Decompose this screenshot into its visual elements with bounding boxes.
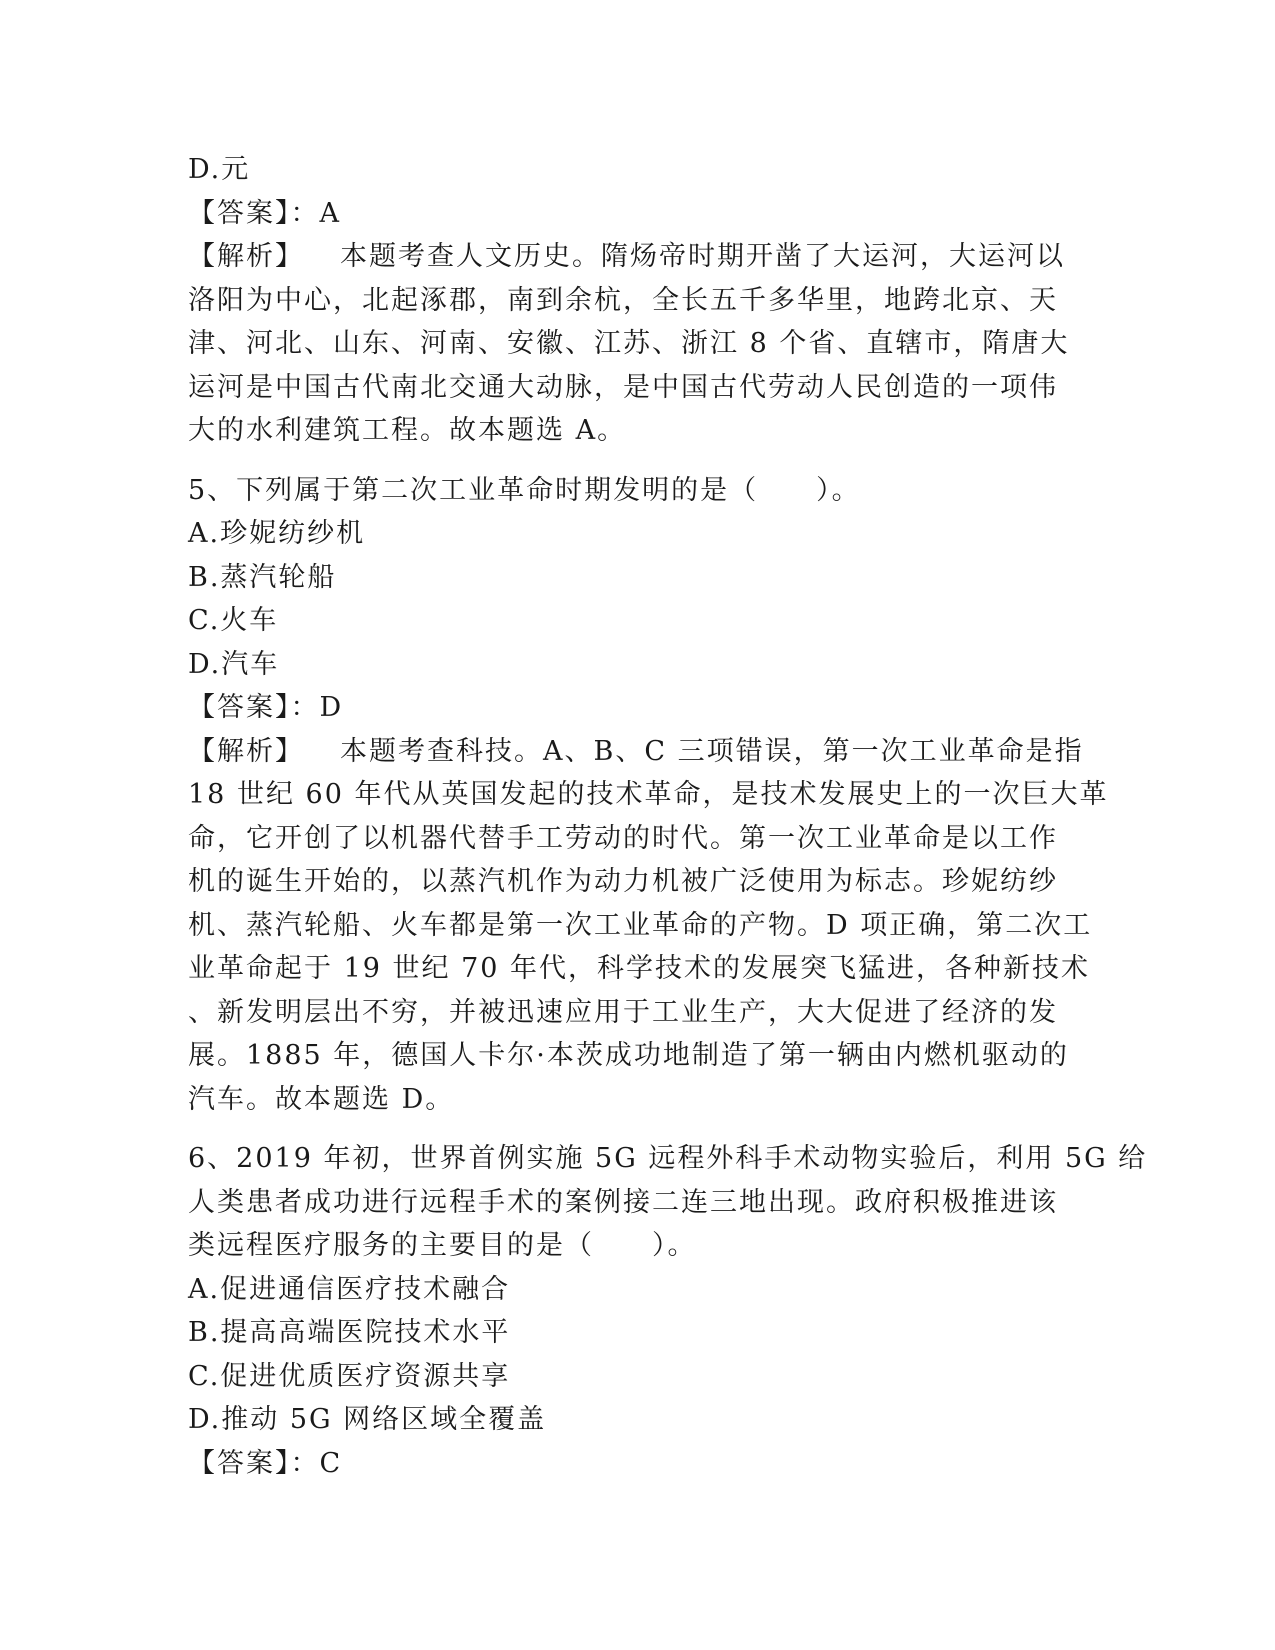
q4-answer-value: A xyxy=(319,197,341,229)
q5-analysis xyxy=(188,730,1109,1122)
q5-analysis-line: 业革命起于 19 世纪 70 年代，科学技术的发展突飞猛进，各种新技术 xyxy=(188,953,1091,984)
q5-option-b: B.蒸汽轮船 xyxy=(188,561,337,593)
q5-analysis-line: 命，它开创了以机器代替手工劳动的时代。第一次工业革命是以工作 xyxy=(188,822,1058,854)
q5-answer-label: 【答案】 xyxy=(188,692,291,723)
q6-stem xyxy=(188,1137,1148,1268)
q6-option-c: C.促进优质医疗资源共享 xyxy=(188,1360,511,1392)
q5-analysis-line: 【解析】 本题考查科技。A、B、C 三项错误，第一次工业革命是指 xyxy=(188,735,1084,767)
q4-option-d: D.元 xyxy=(188,154,251,185)
q4-answer-label: 【答案】 xyxy=(188,197,291,229)
q4-analysis-line: 津、河北、山东、河南、安徽、江苏、浙江 8 个省、直辖市，隋唐大 xyxy=(188,328,1070,359)
q5-analysis-line: 、新发明层出不穷，并被迅速应用于工业生产，大大促进了经济的发 xyxy=(188,996,1058,1028)
q4-analysis-line: 洛阳为中心，北起涿郡，南到余杭，全长五千多华里，地跨北京、天 xyxy=(188,284,1058,316)
q4-analysis-line: 运河是中国古代南北交通大动脉，是中国古代劳动人民创造的一项伟 xyxy=(188,371,1058,403)
q6-option-a: A.促进通信医疗技术融合 xyxy=(188,1273,511,1305)
q5-analysis-line: 汽车。故本题选 D。 xyxy=(188,1083,455,1115)
q6-stem-line: 6、2019 年初，世界首例实施 5G 远程外科手术动物实验后，利用 5G 给 xyxy=(188,1143,1148,1174)
q5-analysis-line: 机、蒸汽轮船、火车都是第一次工业革命的产物。D 项正确，第二次工 xyxy=(188,909,1093,941)
q6-option-d: D.推动 5G 网络区域全覆盖 xyxy=(188,1404,547,1435)
q5-analysis-line: 机的诞生开始的，以蒸汽机作为动力机被广泛使用为标志。珍妮纺纱 xyxy=(188,866,1058,897)
q5-option-c: C.火车 xyxy=(188,605,279,636)
q5-answer-value: D xyxy=(319,692,344,723)
q4-analysis-label: 【解析】 xyxy=(188,241,304,272)
q5-option-a: A.珍妮纺纱机 xyxy=(188,518,366,549)
q4-analysis-line: 【解析】 本题考查人文历史。隋炀帝时期开凿了大运河，大运河以 xyxy=(188,241,1065,272)
q6-stem-line: 人类患者成功进行远程手术的案例接二连三地出现。政府积极推进该 xyxy=(188,1186,1058,1218)
q5-analysis-line: 18 世纪 60 年代从英国发起的技术革命，是技术发展史上的一次巨大革 xyxy=(188,779,1109,810)
q5-analysis-label: 【解析】 xyxy=(188,735,304,767)
q5-option-d: D.汽车 xyxy=(188,648,280,680)
q6-option-b: B.提高高端医院技术水平 xyxy=(188,1317,511,1348)
q5-analysis-line: 展。1885 年，德国人卡尔·本茨成功地制造了第一辆由内燃机驱动的 xyxy=(188,1040,1069,1071)
q4-answer xyxy=(188,192,1088,236)
q4-analysis xyxy=(188,235,1088,453)
q5-stem: 5、下列属于第二次工业革命时期发明的是（ ）。 xyxy=(188,474,861,506)
q5-answer-sep: ： xyxy=(290,692,320,723)
q6-answer-label: 【答案】 xyxy=(188,1447,291,1479)
document-content xyxy=(188,148,1148,1485)
q6-stem-line: 类远程医疗服务的主要目的是（ ）。 xyxy=(188,1230,697,1261)
q5-answer xyxy=(188,686,1088,730)
q4-analysis-line: 大的水利建筑工程。故本题选 A。 xyxy=(188,415,627,446)
q6-answer-sep: ： xyxy=(290,1447,320,1479)
q6-answer xyxy=(188,1442,1088,1486)
q6-answer-value: C xyxy=(319,1447,343,1479)
q4-answer-sep: ： xyxy=(290,197,320,229)
